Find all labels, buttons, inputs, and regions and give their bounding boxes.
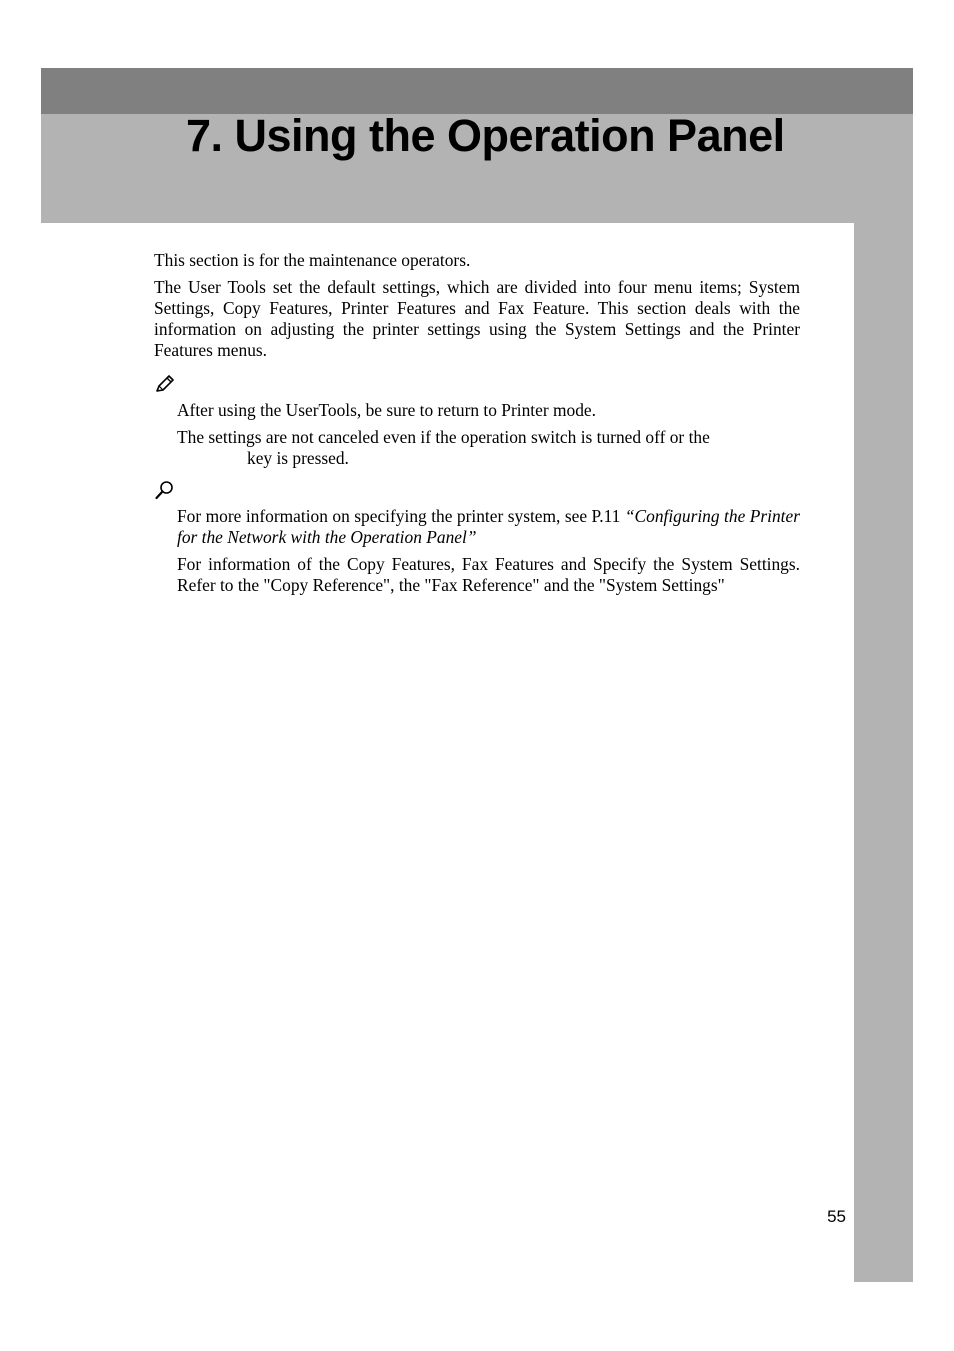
note-item: [177, 427, 800, 469]
chapter-header-band-dark: [41, 68, 913, 114]
intro-paragraph-1: This section is for the maintenance operators.: [154, 250, 471, 270]
chapter-side-tab: [854, 223, 913, 1282]
note-item-line: key is pressed.: [247, 448, 349, 468]
reference-section: [154, 480, 800, 602]
reference-item: For information of the Copy Features, Fax Features and Specify the System Settings. Refer to the "Copy Reference", the "Fax Reference" and the "System Settings": [177, 554, 800, 595]
note-item: After using the UserTools, be sure to return to Printer mode.: [177, 400, 596, 420]
note-item-line: The settings are not canceled even if the operation switch is turned off or the: [177, 427, 710, 447]
page-number: 55: [827, 1207, 846, 1226]
magnifier-reference-icon: [154, 480, 176, 500]
reference-item: [177, 506, 800, 548]
pencil-note-icon: [154, 374, 176, 394]
intro-paragraph-2: The User Tools set the default settings, which are divided into four menu items; System Settings, Copy Features, Printer Features and Fax Feature. This section deals with the information on adjusting the printer settings using the System Settings and the Printer Features menus.: [154, 277, 800, 360]
reference-link[interactable]: “Configuring the Printer for the Network with the Operation Panel”: [177, 506, 800, 547]
chapter-title: 7. Using the Operation Panel: [186, 110, 785, 161]
intro-section: [154, 250, 800, 367]
reference-item-text: For more information on specifying the printer system, see P.11: [177, 506, 625, 526]
note-section: [154, 374, 800, 475]
